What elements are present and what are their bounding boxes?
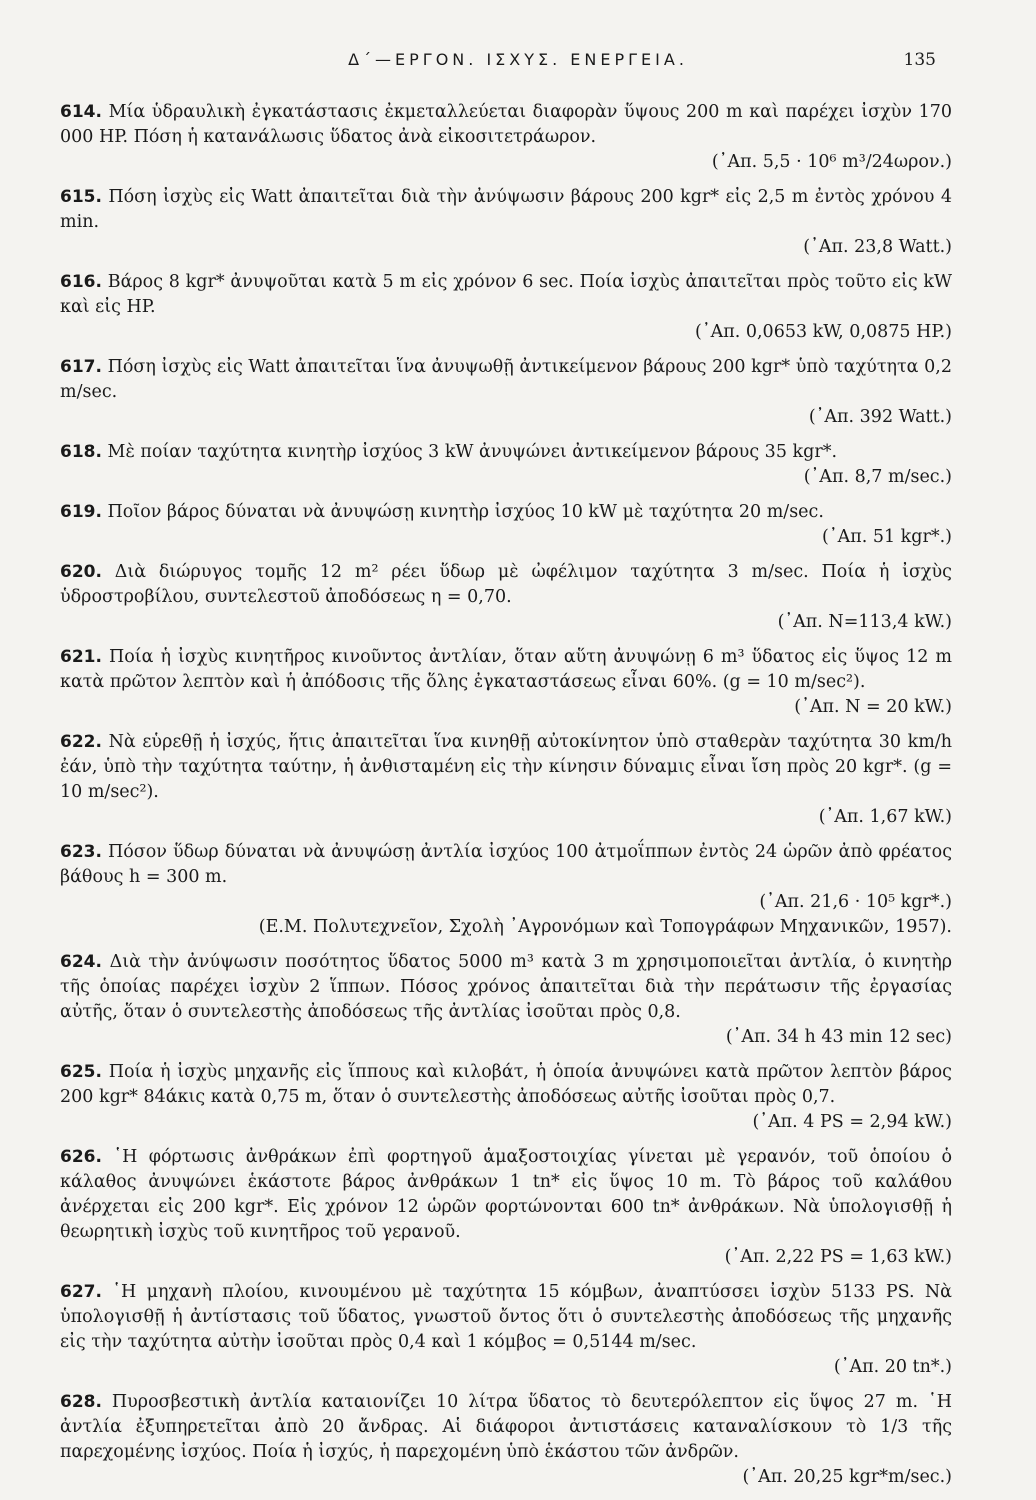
problem-number: 628. (60, 1392, 102, 1412)
problem-number: 621. (60, 647, 102, 667)
problem-source: (Ε.Μ. Πολυτεχνεῖον, Σχολὴ ᾿Αγρονόμων καὶ Τοπογράφων Μηχανικῶν, 1957). (258, 917, 952, 937)
problem-item (60, 355, 952, 430)
problem-answer: (᾿Απ. 4 PS = 2,94 kW.) (752, 1112, 952, 1132)
problem-number: 619. (60, 502, 102, 522)
problem-text: ῾Η φόρτωσις ἀνθράκων ἐπὶ φορτηγοῦ ἁμαξοστοιχίας γίνεται μὲ γερανόν, τοῦ ὁποίου ὁ κάλαθος ἀνυψώνει ἑκάστοτε βάρος ἀνθράκων 1 tn* εἰς ὕψος 10 m. Τὸ βάρος τοῦ καλάθου ἀνέρχεται εἰς 200 kgr*. Εἰς χρόνον 12 ὡρῶν φορτώνονται 600 tn* ἀνθράκων. Νὰ ὑπολογισθῇ ἡ θεωρητικὴ ἰσχὺς τοῦ κινητῆρος τοῦ γερανοῦ. (60, 1147, 952, 1242)
problem-text: Πόσον ὕδωρ δύναται νὰ ἀνυψώσῃ ἀντλία ἰσχύος 100 ἀτμοΐππων ἐντὸς 24 ὡρῶν ἀπὸ φρέατος βάθους h = 300 m. (60, 842, 952, 887)
problem-number: 624. (60, 952, 102, 972)
problem-text: Πόση ἰσχὺς εἰς Watt ἀπαιτεῖται διὰ τὴν ἀνύψωσιν βάρους 200 kgr* εἰς 2,5 m ἐντὸς χρόνου 4 min. (60, 187, 952, 232)
problem-number: 615. (60, 187, 102, 207)
page-number: 135 (903, 50, 936, 70)
problem-item (60, 100, 952, 175)
problem-number: 627. (60, 1282, 102, 1302)
problem-item (60, 1280, 952, 1380)
problem-text: Ποία ἡ ἰσχὺς μηχανῆς εἰς ἵππους καὶ κιλοβάτ, ἡ ὁποία ἀνυψώνει κατὰ πρῶτον λεπτὸν βάρος 200 kgr* 84άκις κατὰ 0,75 m, ὅταν ὁ συντελεστὴς ἀποδόσεως αὐτῆς ἰσοῦται πρὸς 0,7. (60, 1062, 952, 1107)
problem-answer: (᾿Απ. 20 tn*.) (833, 1357, 952, 1377)
problem-answer: (᾿Απ. 23,8 Watt.) (803, 237, 952, 257)
problem-answer: (᾿Απ. 20,25 kgr*m/sec.) (742, 1467, 952, 1487)
problem-answer: (᾿Απ. 34 h 43 min 12 sec) (725, 1027, 952, 1047)
problem-item (60, 1390, 952, 1490)
problem-text: Διὰ διώρυγος τομῆς 12 m² ρέει ὕδωρ μὲ ὠφέλιμον ταχύτητα 3 m/sec. Ποία ἡ ἰσχὺς ὑδροστροβίλου, συντελεστοῦ ἀποδόσεως η = 0,70. (60, 562, 952, 607)
problem-text: Βάρος 8 kgr* ἀνυψοῦται κατὰ 5 m εἰς χρόνον 6 sec. Ποία ἰσχὺς ἀπαιτεῖται πρὸς τοῦτο εἰς kW καὶ εἰς HP. (60, 272, 952, 317)
problem-list (60, 100, 952, 1500)
problem-answer: (᾿Απ. 5,5 · 10⁶ m³/24ωρον.) (711, 152, 952, 172)
problem-answer: (᾿Απ. N = 20 kW.) (794, 697, 952, 717)
problem-text: Πόση ἰσχὺς εἰς Watt ἀπαιτεῖται ἵνα ἀνυψωθῇ ἀντικείμενον βάρους 200 kgr* ὑπὸ ταχύτητα 0,2 m/sec. (60, 357, 952, 402)
problem-number: 617. (60, 357, 102, 377)
problem-number: 614. (60, 102, 102, 122)
problem-item (60, 270, 952, 345)
running-head: Δ΄—ΕΡΓΟΝ. ΙΣΧΥΣ. ΕΝΕΡΓΕΙΑ. (348, 50, 688, 69)
problem-text: Ποῖον βάρος δύναται νὰ ἀνυψώσῃ κινητὴρ ἰσχύος 10 kW μὲ ταχύτητα 20 m/sec. (107, 502, 824, 522)
problem-item (60, 500, 952, 550)
problem-text: ῾Η μηχανὴ πλοίου, κινουμένου μὲ ταχύτητα 15 κόμβων, ἀναπτύσσει ἰσχὺν 5133 PS. Νὰ ὑπολογισθῇ ἡ ἀντίστασις τοῦ ὕδατος, γνωστοῦ ὄντος ὅτι ὁ συντελεστὴς ἀποδόσεως τῆς μηχανῆς εἰς τὴν ταχύτητα αὐτὴν ἰσοῦται πρὸς 0,4 καὶ 1 κόμβος = 0,5144 m/sec. (60, 1282, 952, 1352)
problem-text: Διὰ τὴν ἀνύψωσιν ποσότητος ὕδατος 5000 m³ κατὰ 3 m χρησιμοποιεῖται ἀντλία, ὁ κινητὴρ τῆς ὁποίας παρέχει ἰσχὺν 2 ἵππων. Πόσος χρόνος ἀπαιτεῖται διὰ τὴν περάτωσιν τῆς ἐργασίας αὐτῆς, ὅταν ὁ συντελεστὴς ἀποδόσεως τῆς ἀντλίας ἰσοῦται πρὸς 0,8. (60, 952, 952, 1022)
page-header (0, 50, 1036, 74)
problem-text: Μὲ ποίαν ταχύτητα κινητὴρ ἰσχύος 3 kW ἀνυψώνει ἀντικείμενον βάρους 35 kgr*. (107, 442, 838, 462)
problem-text: Ποία ἡ ἰσχὺς κινητῆρος κινοῦντος ἀντλίαν, ὅταν αὕτη ἀνυψώνῃ 6 m³ ὕδατος εἰς ὕψος 12 m κατὰ πρῶτον λεπτὸν καὶ ἡ ἀπόδοσις τῆς ὅλης ἐγκαταστάσεως εἶναι 60%. (g = 10 m/sec²). (60, 647, 952, 692)
problem-text: Μία ὑδραυλικὴ ἐγκατάστασις ἐκμεταλλεύεται διαφορὰν ὕψους 200 m καὶ παρέχει ἰσχὺν 170 000 HP. Πόση ἡ κατανάλωσις ὕδατος ἀνὰ εἰκοσιτετράωρον. (60, 102, 952, 147)
problem-answer: (᾿Απ. 392 Watt.) (808, 407, 952, 427)
problem-item (60, 1145, 952, 1270)
problem-answer: (᾿Απ. N=113,4 kW.) (777, 612, 952, 632)
problem-item (60, 950, 952, 1050)
problem-answer: (᾿Απ. 0,0653 kW, 0,0875 HP.) (695, 322, 952, 342)
problem-number: 625. (60, 1062, 102, 1082)
problem-item (60, 730, 952, 830)
problem-item (60, 840, 952, 940)
problem-number: 616. (60, 272, 102, 292)
problem-number: 620. (60, 562, 102, 582)
problem-item (60, 1060, 952, 1135)
problem-answer: (᾿Απ. 8,7 m/sec.) (803, 467, 952, 487)
problem-number: 626. (60, 1147, 102, 1167)
problem-answer: (᾿Απ. 2,22 PS = 1,63 kW.) (724, 1247, 952, 1267)
problem-text: Νὰ εὑρεθῇ ἡ ἰσχύς, ἥτις ἀπαιτεῖται ἵνα κινηθῇ αὐτοκίνητον ὑπὸ σταθερὰν ταχύτητα 30 km/h ἐάν, ὑπὸ τὴν ταχύτητα ταύτην, ἡ ἀνθισταμένη εἰς τὴν κίνησιν δύναμις εἶναι ἴση πρὸς 20 kgr*. (g = 10 m/sec²). (60, 732, 952, 802)
problem-answer: (᾿Απ. 51 kgr*.) (822, 527, 952, 547)
problem-text: Πυροσβεστικὴ ἀντλία καταιονίζει 10 λίτρα ὕδατος τὸ δευτερόλεπτον εἰς ὕψος 27 m. ῾Η ἀντλία ἐξυπηρετεῖται ἀπὸ 20 ἄνδρας. Αἱ διάφοροι ἀντιστάσεις καταναλίσκουν τὸ 1/3 τῆς παρεχομένης ἰσχύος. Ποία ἡ ἰσχύς, ἡ παρεχομένη ὑπὸ ἑκάστου τῶν ἀνδρῶν. (60, 1392, 952, 1462)
problem-number: 618. (60, 442, 102, 462)
problem-item (60, 440, 952, 490)
problem-number: 622. (60, 732, 102, 752)
problem-item (60, 560, 952, 635)
problem-answer: (᾿Απ. 21,6 · 10⁵ kgr*.) (759, 892, 952, 912)
problem-number: 623. (60, 842, 102, 862)
problem-item (60, 185, 952, 260)
problem-answer: (᾿Απ. 1,67 kW.) (818, 807, 952, 827)
problem-item (60, 645, 952, 720)
